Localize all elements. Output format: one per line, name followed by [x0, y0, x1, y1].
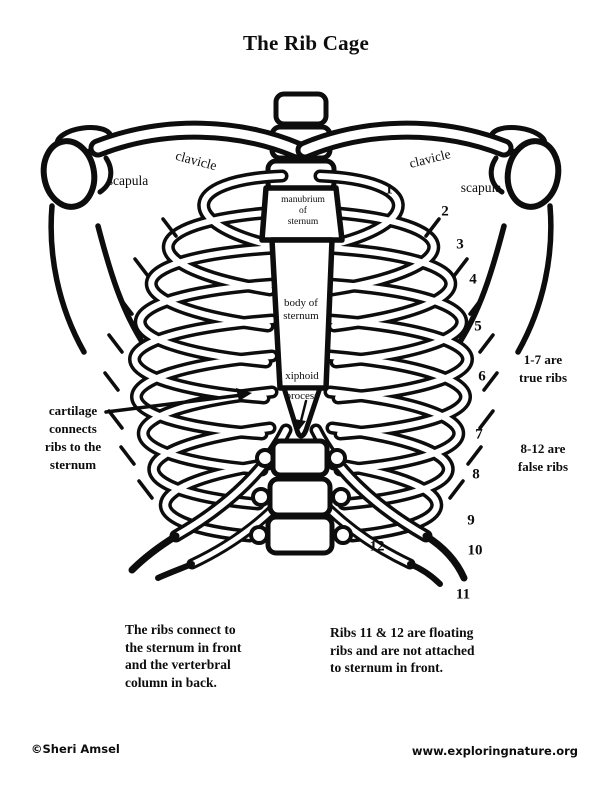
ribs-sternum-note-line: column in back. — [125, 674, 217, 690]
website-text: www.exploringnature.org — [411, 744, 578, 758]
xiphoid-process-label — [285, 366, 319, 406]
scapula-label-left: scapula — [107, 173, 149, 188]
scapula-left-bone — [39, 124, 149, 352]
ribs-sternum-note — [125, 621, 241, 691]
rib-number-7: 7 — [475, 426, 483, 443]
floating-ribs-note-line: ribs and are not attached — [330, 642, 475, 658]
clavicle-label-right: clavicle — [407, 146, 453, 171]
rib-number-1: 1 — [385, 181, 393, 198]
rib-number-4: 4 — [469, 271, 477, 288]
cartilage-note-line: sternum — [49, 457, 97, 472]
true-ribs-note-line: 1-7 are — [523, 352, 563, 367]
cartilage-note-line: connects — [49, 421, 97, 436]
body-of-sternum-label — [283, 297, 318, 322]
clavicle-label-left: clavicle — [173, 147, 219, 174]
cartilage-note-line: cartilage — [48, 403, 98, 418]
rib-number-2: 2 — [441, 203, 449, 220]
rib-number-8: 8 — [472, 466, 480, 483]
credit-text: ©Sheri Amsel — [31, 742, 120, 756]
ribs-left — [134, 176, 282, 536]
true-ribs-note-line: true ribs — [518, 370, 568, 385]
manubrium-label — [281, 195, 325, 228]
rib-number-10: 10 — [467, 542, 483, 559]
rib-number-12: 12 — [369, 538, 385, 555]
cartilage-note — [45, 402, 101, 474]
floating-ribs-note — [330, 624, 475, 677]
rib-number-6: 6 — [478, 368, 486, 385]
body-of-sternum-line: sternum — [283, 309, 319, 322]
rib-number-5: 5 — [474, 318, 482, 335]
manubrium-label-line: manubrium — [281, 195, 325, 205]
clavicle-right-bone — [305, 130, 504, 150]
manubrium-label-line: sternum — [287, 217, 319, 227]
false-ribs-note-line: 8-12 are — [520, 441, 566, 456]
ribs-sternum-note-line: the sternum in front — [125, 639, 242, 655]
body-of-sternum-line: body of — [284, 297, 318, 309]
rib-number-9: 9 — [467, 512, 475, 529]
true-ribs-note — [519, 351, 567, 387]
false-ribs-note-line: false ribs — [517, 459, 569, 474]
xiphoid-label-line: xiphoid — [285, 370, 319, 382]
xiphoid-label-line: process — [285, 390, 319, 402]
scapula-label-right: scapula — [460, 180, 502, 195]
lower-spine — [251, 441, 351, 553]
rib-number-11: 11 — [455, 586, 471, 603]
floating-ribs-note-line: Ribs 11 & 12 are floating — [330, 625, 474, 640]
rib-number-3: 3 — [456, 236, 464, 253]
page-title: The Rib Cage — [242, 31, 370, 55]
manubrium-label-line: of — [299, 206, 307, 216]
floating-ribs-note-line: to sternum in front. — [330, 660, 443, 675]
false-ribs-note — [518, 440, 568, 476]
ribs-sternum-note-line: The ribs connect to — [125, 622, 236, 637]
ribs-sternum-note-line: and the verterbral — [125, 657, 231, 672]
cartilage-note-line: ribs to the — [44, 439, 102, 454]
scapula-right-bone — [456, 124, 563, 352]
clavicle-left-bone — [98, 130, 297, 150]
